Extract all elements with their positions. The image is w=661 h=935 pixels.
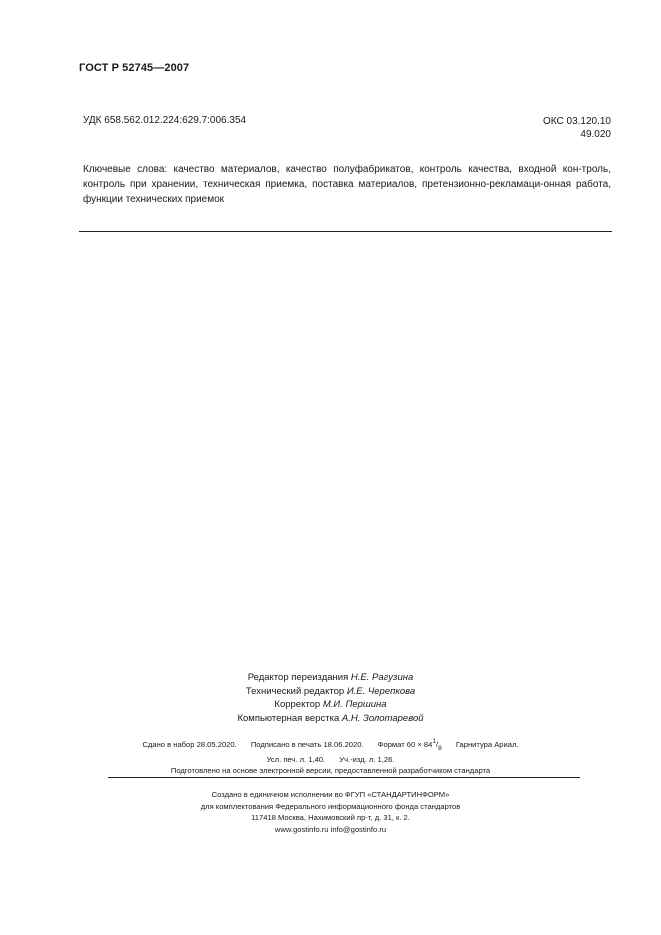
signed-date: Подписано в печать 18.06.2020. [250, 740, 364, 749]
print-info-line-2 [0, 754, 661, 765]
format-numerator: 1 [432, 738, 436, 745]
format-prefix: Формат 60 × 84 [377, 740, 433, 749]
print-info-block [0, 736, 661, 776]
tech-editor-role: Технический редактор [245, 685, 345, 697]
publ-sheets: Уч.-изд. л. 1,26. [339, 755, 395, 764]
bottom-divider [108, 777, 580, 778]
udk-code: УДК 658.562.012.224:629.7:006.354 [83, 115, 247, 126]
credit-layout [0, 712, 661, 726]
layout-name: А.Н. Золотаревой [341, 712, 424, 724]
prepared-note: Подготовлено на основе электронной версии, предоставленной разработчиком стандарта [170, 766, 491, 775]
credit-editor [0, 671, 661, 685]
publisher-contacts [0, 824, 661, 836]
editor-role: Редактор переиздания [247, 672, 349, 683]
publisher-address: 117418 Москва, Нахимовский пр-т, д. 31, к. 2. [251, 813, 410, 822]
website-link[interactable]: www.gostinfo.ru [274, 824, 329, 834]
oks-line-2: 49.020 [580, 129, 611, 140]
submitted-date: Сдано в набор 28.05.2020. [142, 740, 237, 749]
tech-editor-name: И.Е. Черепкова [346, 685, 416, 697]
format-denominator: 8 [438, 745, 442, 752]
top-divider [79, 231, 612, 232]
typeface: Гарнитура Ариал. [455, 740, 519, 749]
print-info-line-1 [0, 736, 661, 754]
layout-role: Компьютерная верстка [237, 712, 340, 724]
publisher-line-2: для комплектования Федерального информационного фонда стандартов [200, 801, 461, 811]
standard-title: ГОСТ Р 52745—2007 [79, 62, 190, 74]
oks-code [543, 115, 611, 141]
editor-name: Н.Е. Рагузина [350, 672, 414, 683]
corrector-role: Корректор [274, 699, 321, 710]
keywords-paragraph: Ключевые слова: качество материалов, качество полуфабрикатов, контроль качества, входной кон-троль, контроль при хранении, техническая приемка, поставка материалов, претензионно-рекламаци-онная работа, функции технических приемок [83, 164, 611, 205]
paper-format: Формат $60 \times 84^1/_8$ [377, 738, 442, 752]
oks-line-1: ОКС 03.120.10 [543, 116, 611, 127]
publisher-block [0, 789, 661, 835]
credit-tech-editor [0, 685, 661, 699]
credit-corrector [0, 698, 661, 712]
corrector-name: М.И. Першина [322, 699, 387, 710]
print-sheets: Усл. печ. л. 1,40. [266, 755, 326, 764]
email-link[interactable]: info@gostinfo.ru [330, 824, 387, 834]
credits-block [0, 671, 661, 725]
publisher-line-1: Создано в единичном исполнении во ФГУП «СТАНДАРТИНФОРМ» [211, 790, 450, 799]
